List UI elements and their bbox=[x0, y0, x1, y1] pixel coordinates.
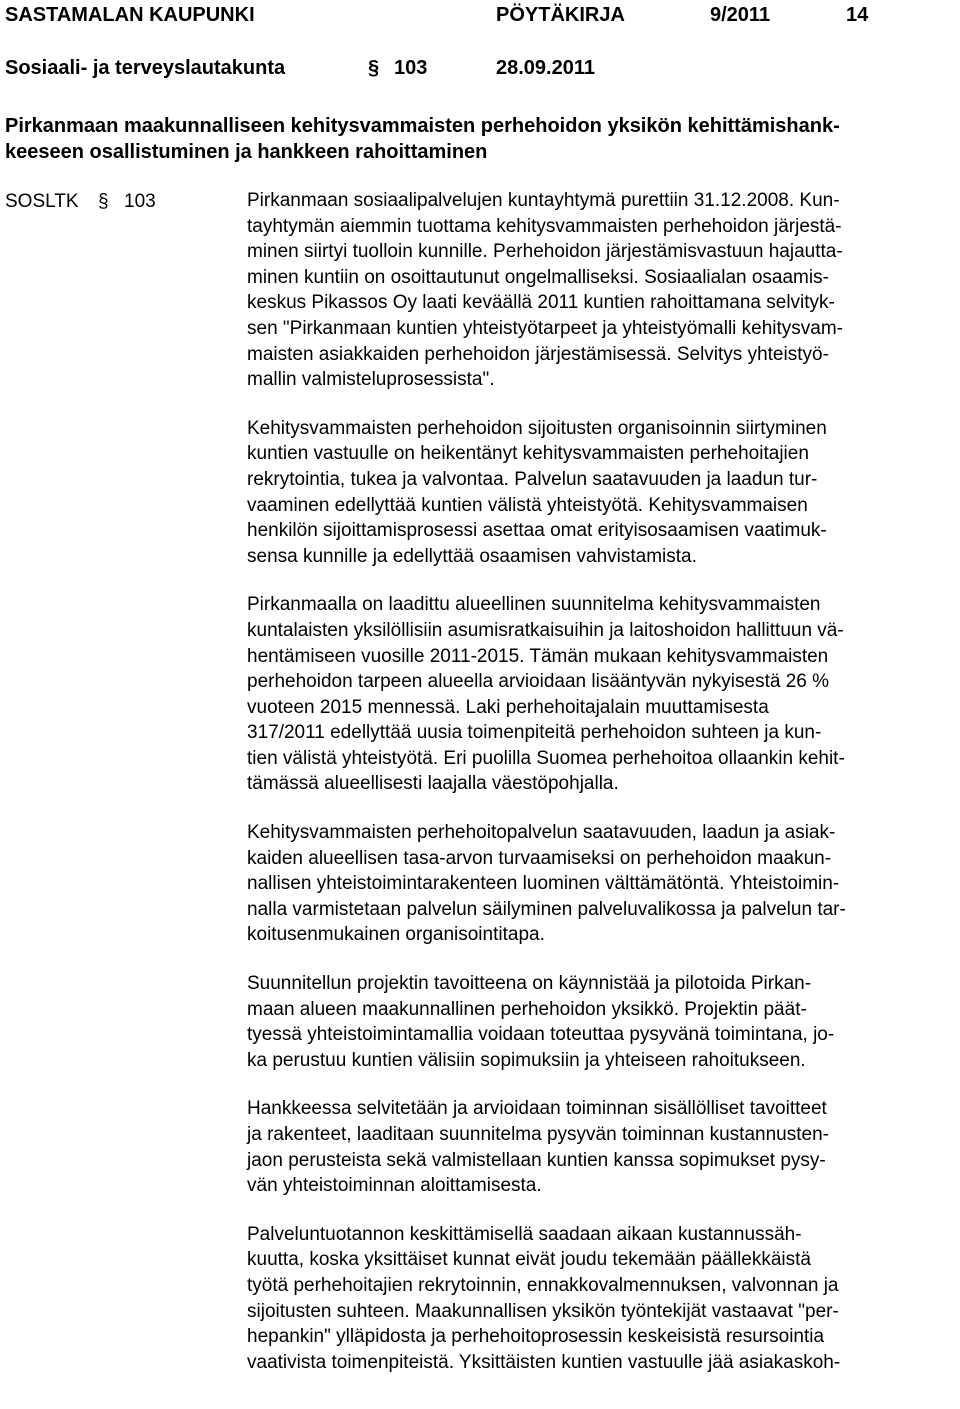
text-line: vän yhteistoiminnan aloittamisesta. bbox=[247, 1175, 542, 1197]
paragraph bbox=[247, 592, 959, 797]
text-line: ja rakenteet, laaditaan suunnitelma pysyvän toiminnan kustannusten- bbox=[247, 1124, 829, 1145]
body-text bbox=[247, 188, 959, 1398]
text-line: tyessä yhteistoimintamallia voidaan toteuttaa pysyvänä toimintana, jo- bbox=[247, 1024, 835, 1046]
text-line: Palveluntuotannon keskittämisellä saadaan aikaan kustannussäh- bbox=[247, 1223, 802, 1245]
text-line: tayhtymän aiemmin tuottama kehitysvammaisten perhehoidon järjestä- bbox=[247, 215, 842, 237]
text-line: perhehoidon tarpeen alueella arvioidaan lisääntyvän nykyisestä 26 % bbox=[247, 671, 829, 693]
text-line: Kehitysvammaisten perhehoitopalvelun saatavuuden, laadun ja asiak- bbox=[247, 822, 836, 844]
text-line: vaativista toimenpiteistä. Yksittäisten kuntien vastuulle jää asiakaskoh- bbox=[247, 1351, 841, 1373]
text-line: minen siirtyi tuolloin kunnille. Perhehoidon järjestämisvastuun hajautta- bbox=[247, 241, 843, 263]
text-line: kaiden alueellisen tasa-arvon turvaamiseksi on perhehoidon maakun- bbox=[247, 847, 832, 869]
text-line: Pirkanmaan sosiaalipalvelujen kuntayhtymä purettiin 31.12.2008. Kun- bbox=[247, 190, 840, 211]
text-line: jaon perusteista sekä valmistellaan kuntien kanssa sopimukset pysy- bbox=[247, 1149, 826, 1171]
section-number: 103 bbox=[394, 57, 428, 79]
text-line: Hankkeessa selvitetään ja arvioidaan toiminnan sisällölliset tavoitteet bbox=[247, 1098, 827, 1120]
text-line: 317/2011 edellyttää uusia toimenpiteitä perhehoidon suhteen ja kun- bbox=[247, 722, 822, 744]
section-sign: § bbox=[368, 57, 380, 79]
text-line: nallisen yhteistoimintarakenteen luominen välttämätöntä. Yhteistoimin- bbox=[247, 873, 840, 895]
paragraph bbox=[247, 188, 959, 393]
section-code: SOSLTK bbox=[5, 191, 79, 212]
text-line: kuutta, koska yksittäiset kunnat eivät joudu tekemään päällekkäistä bbox=[247, 1249, 811, 1271]
text-line: tämässä alueellisesti laajalla väestöpohjalla. bbox=[247, 773, 619, 795]
page-number: 14 bbox=[846, 4, 869, 26]
meeting-date: 28.09.2011 bbox=[496, 57, 595, 79]
paragraph bbox=[247, 820, 959, 948]
text-line: sensa kunnille ja edellyttää osaamisen vahvistamista. bbox=[247, 545, 697, 567]
committee-name: Sosiaali- ja terveyslautakunta bbox=[5, 57, 286, 79]
title-line: Pirkanmaan maakunnalliseen kehitysvammaisten perhehoidon yksikön kehittämishank- bbox=[5, 115, 840, 137]
text-line: ka perustuu kuntien välisiin sopimuksiin ja yhteiseen rahoitukseen. bbox=[247, 1049, 806, 1071]
text-line: hepankin" ylläpidosta ja perhehoitoprosessin keskeisistä resursointia bbox=[247, 1326, 825, 1348]
text-line: sen "Pirkanmaan kuntien yhteistyötarpeet ja yhteistyömalli kehitysvam- bbox=[247, 317, 844, 339]
text-line: Pirkanmaalla on laadittu alueellinen suunnitelma kehitysvammaisten bbox=[247, 594, 821, 616]
text-line: vaaminen edellyttää kuntien välistä yhteistyötä. Kehitysvammaisen bbox=[247, 494, 808, 516]
text-line: tien välistä yhteistyötä. Eri puolilla Suomea perhehoitoa ollaankin kehit- bbox=[247, 747, 845, 769]
title-line: keeseen osallistuminen ja hankkeen rahoittaminen bbox=[5, 141, 488, 163]
document-number: 9/2011 bbox=[710, 4, 771, 26]
text-line: kuntalaisten yksilöllisiin asumisratkaisuihin ja laitoshoidon hallittuun vä- bbox=[247, 619, 844, 641]
text-line: työtä perhehoitajien rekrytoinnin, ennakkovalmennuksen, valvonnan ja bbox=[247, 1274, 839, 1296]
text-line: keskus Pikassos Oy laati keväällä 2011 kuntien rahoittamana selvityk- bbox=[247, 292, 835, 314]
text-line: hentämiseen vuosille 2011-2015. Tämän mukaan kehitysvammaisten bbox=[247, 645, 829, 667]
section-sign: § bbox=[98, 191, 109, 212]
paragraph bbox=[247, 971, 959, 1073]
text-line: maisten asiakkaiden perhehoidon järjestämisessä. Selvitys yhteistyö- bbox=[247, 343, 829, 365]
municipality-name: SASTAMALAN KAUPUNKI bbox=[5, 4, 255, 26]
document-type: PÖYTÄKIRJA bbox=[496, 4, 625, 26]
text-line: nalla varmistetaan palvelun säilyminen palveluvalikossa ja palvelun tar- bbox=[247, 898, 846, 920]
paragraph bbox=[247, 416, 959, 570]
text-line: kuntien vastuulle on heikentänyt kehitysvammaisten perhehoitajien bbox=[247, 443, 809, 465]
agenda-item-title bbox=[5, 113, 840, 165]
text-line: Kehitysvammaisten perhehoidon sijoitusten organisoinnin siirtyminen bbox=[247, 417, 827, 439]
section-label-number: 103 bbox=[124, 191, 156, 212]
text-line: sijoitusten suhteen. Maakunnallisen yksikön työntekijät vastaavat "per- bbox=[247, 1300, 839, 1322]
text-line: mallin valmisteluprosessista". bbox=[247, 369, 495, 391]
text-line: minen kuntiin on osoittautunut ongelmalliseksi. Sosiaalialan osaamis- bbox=[247, 266, 829, 288]
text-line: Suunnitellun projektin tavoitteena on käynnistää ja pilotoida Pirkan- bbox=[247, 973, 812, 995]
text-line: koitusenmukainen organisointitapa. bbox=[247, 924, 545, 946]
paragraph bbox=[247, 1096, 959, 1198]
text-line: rekrytointia, tukea ja valvontaa. Palvelun saatavuuden ja laadun tur- bbox=[247, 468, 818, 490]
paragraph bbox=[247, 1222, 959, 1376]
text-line: henkilön sijoittamisprosessi asettaa omat erityisosaamisen vaatimuk- bbox=[247, 520, 827, 542]
text-line: vuoteen 2015 mennessä. Laki perhehoitajalain muuttamisesta bbox=[247, 696, 769, 718]
text-line: maan alueen maakunnallinen perhehoidon yksikkö. Projektin päät- bbox=[247, 998, 807, 1020]
